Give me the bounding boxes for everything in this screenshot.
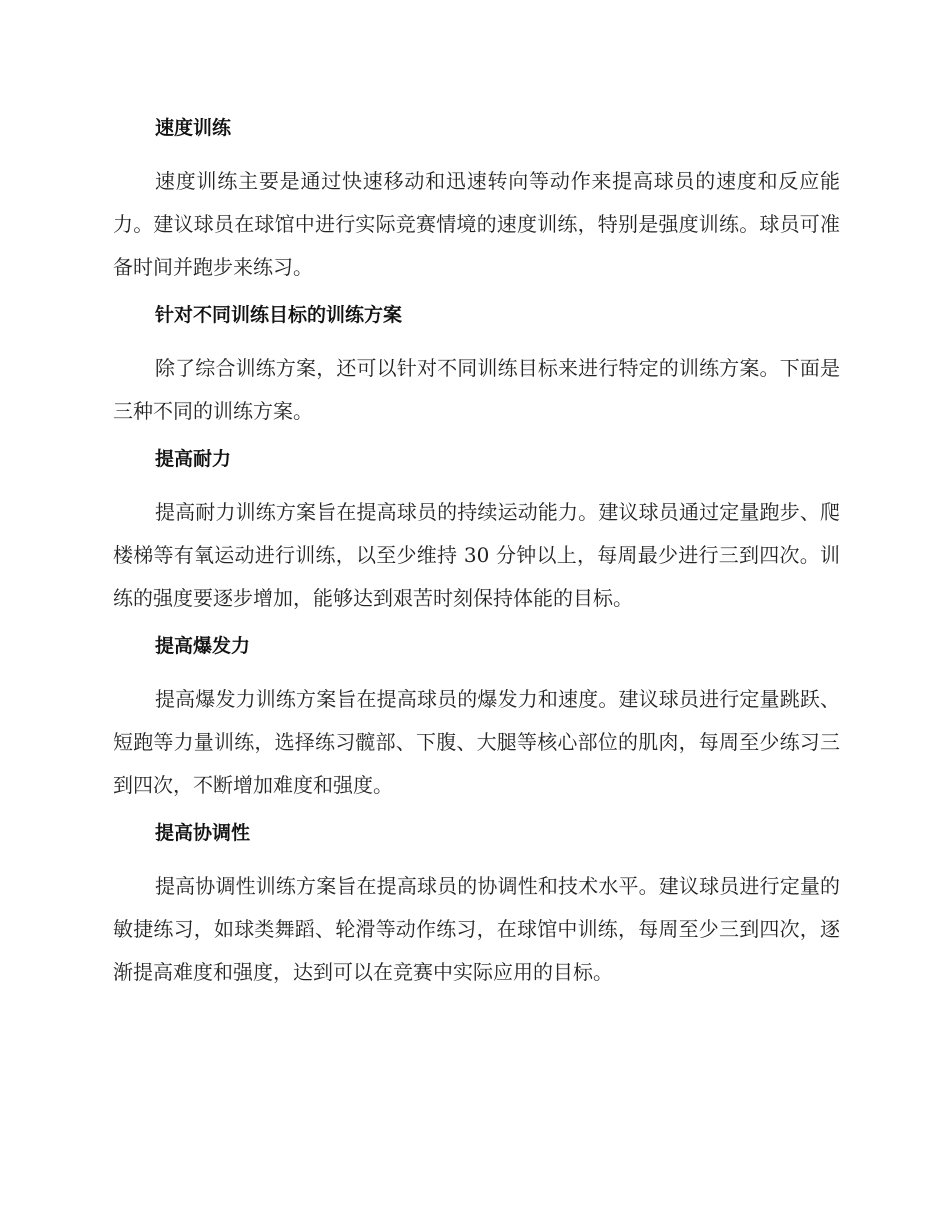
section-heading-targeted-plans: 针对不同训练目标的训练方案 bbox=[155, 304, 403, 326]
section-heading-coordination: 提高协调性 bbox=[155, 822, 251, 844]
section-heading-endurance: 提高耐力 bbox=[155, 448, 232, 470]
section-body-targeted-plans: 除了综合训练方案，还可以针对不同训练目标来进行特定的训练方案。下面是三种不同的训练方案。 bbox=[113, 356, 840, 423]
section-heading-speed-training: 速度训练 bbox=[155, 117, 232, 139]
section-body-endurance: 提高耐力训练方案旨在提高球员的持续运动能力。建议球员通过定量跑步、爬楼梯等有氧运动进行训练，以至少维持 30 分钟以上，每周最少进行三到四次。训练的强度要逐步增加，能够达到艰苦时刻保持体能的目标。 bbox=[113, 500, 840, 610]
section-body-explosive-power: 提高爆发力训练方案旨在提高球员的爆发力和速度。建议球员进行定量跳跃、短跑等力量训练，选择练习髋部、下腹、大腿等核心部位的肌肉，每周至少练习三到四次，不断增加难度和强度。 bbox=[113, 687, 840, 797]
section-heading-explosive-power: 提高爆发力 bbox=[155, 635, 251, 657]
section-body-coordination: 提高协调性训练方案旨在提高球员的协调性和技术水平。建议球员进行定量的敏捷练习，如球类舞蹈、轮滑等动作练习，在球馆中训练，每周至少三到四次，逐渐提高难度和强度，达到可以在竞赛中实际应用的目标。 bbox=[113, 874, 840, 984]
section-body-speed-training: 速度训练主要是通过快速移动和迅速转向等动作来提高球员的速度和反应能力。建议球员在球馆中进行实际竞赛情境的速度训练，特别是强度训练。球员可准备时间并跑步来练习。 bbox=[113, 169, 840, 279]
